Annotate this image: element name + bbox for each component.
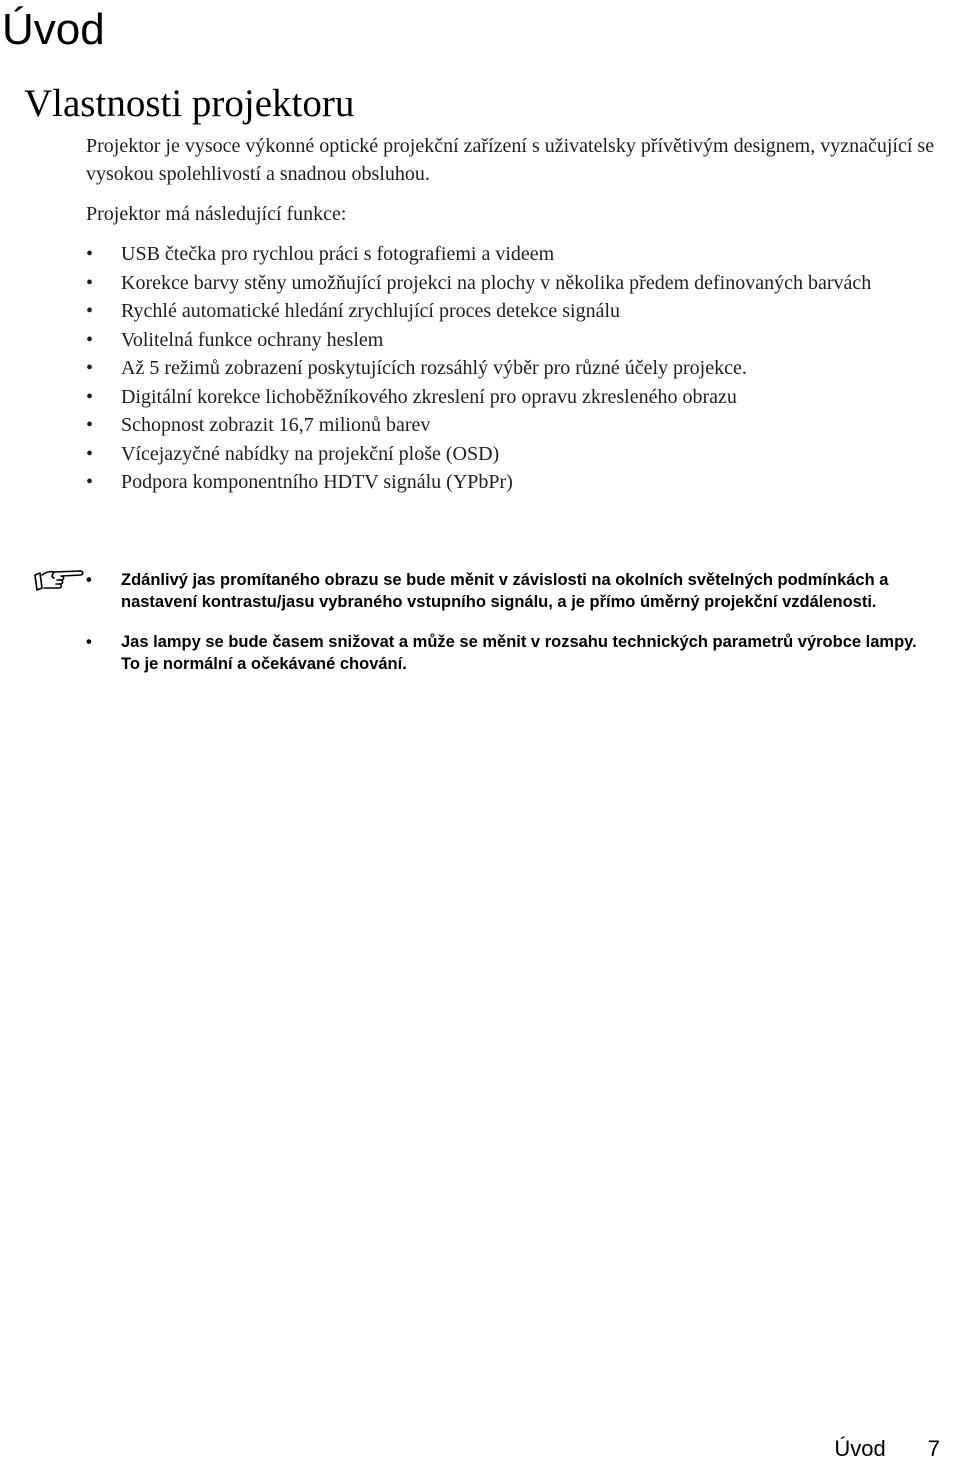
bullet-icon: •: [86, 243, 94, 265]
list-item: [86, 569, 936, 613]
feature-list: [86, 240, 936, 497]
bullet-icon: •: [86, 442, 94, 465]
feature-text: USB čtečka pro rychlou práci s fotografiemi a videem: [121, 243, 555, 265]
page-number: 7: [927, 1436, 940, 1461]
pointing-hand-icon: [32, 566, 86, 596]
list-item: [86, 631, 936, 675]
feature-text: Rychlé automatické hledání zrychlující proces detekce signálu: [121, 300, 621, 322]
list-item: [86, 269, 936, 298]
note-text: Jas lampy se bude časem snižovat a může se měnit v rozsahu technických parametrů výrobce lampy. To je normální a očekávané chování.: [121, 633, 917, 673]
note-text: Zdánlivý jas promítaného obrazu se bude měnit v závislosti na okolních světelných podmínkách a nastavení kontrastu/jasu vybraného vstupního signálu, a je přímo úměrný projekční vzdálenosti.: [121, 571, 889, 611]
bullet-icon: •: [86, 633, 92, 651]
page-footer: [834, 1436, 940, 1462]
bullet-icon: •: [86, 357, 94, 379]
intro-paragraph: Projektor je vysoce výkonné optické projekční zařízení s uživatelsky přívětivým designem, vyznačující se vysokou spolehlivostí a snadnou obsluhou.: [86, 135, 935, 185]
feature-text: Korekce barvy stěny umožňující projekci na plochy v několika předem definovaných barvách: [121, 271, 872, 294]
feature-text: Vícejazyčné nabídky na projekční ploše (OSD): [121, 442, 500, 465]
feature-text: Až 5 režimů zobrazení poskytujících rozsáhlý výběr pro různé účely projekce.: [121, 357, 747, 379]
feature-text: Podpora komponentního HDTV signálu (YPbPr): [121, 471, 513, 493]
section-title: Vlastnosti projektoru: [24, 82, 355, 125]
bullet-icon: •: [86, 385, 94, 408]
feature-text: Schopnost zobrazit 16,7 milionů barev: [121, 414, 431, 436]
footer-section: Úvod: [834, 1436, 886, 1461]
chapter-title: Úvod: [2, 5, 105, 54]
list-item: [86, 326, 936, 355]
list-item: [86, 468, 936, 497]
list-item: [86, 411, 936, 440]
bullet-icon: •: [86, 471, 94, 493]
bullet-icon: •: [86, 328, 94, 351]
features-lead: Projektor má následující funkce:: [86, 203, 347, 225]
bullet-icon: •: [86, 414, 94, 436]
feature-text: Digitální korekce lichoběžníkového zkreslení pro opravu zkresleného obrazu: [121, 385, 737, 408]
list-item: [86, 383, 936, 412]
list-item: [86, 440, 936, 469]
list-item: [86, 354, 936, 383]
list-item: [86, 297, 936, 326]
bullet-icon: •: [86, 571, 92, 589]
bullet-icon: •: [86, 300, 94, 322]
bullet-icon: •: [86, 271, 94, 294]
list-item: [86, 240, 936, 269]
note-list: [86, 569, 936, 693]
feature-text: Volitelná funkce ochrany heslem: [121, 328, 384, 351]
